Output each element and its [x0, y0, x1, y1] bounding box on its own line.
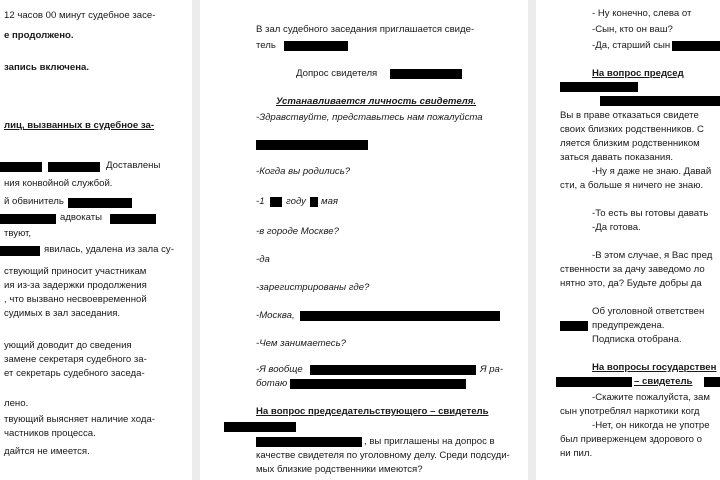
text-line: году [286, 196, 306, 207]
text-line: -Да, старший сын [592, 40, 671, 51]
text-line: судимых в зал заседания. [4, 308, 121, 319]
redaction-bar [672, 41, 720, 51]
text-line: заться давать показания. [560, 152, 674, 163]
text-line: предупреждена. [592, 320, 665, 331]
text-line: В зал судебного заседания приглашается свиде- [256, 24, 475, 35]
text-line: запись включена. [4, 62, 90, 73]
text-line: мых близкие родственники имеются? [256, 464, 423, 475]
redaction-bar [68, 198, 132, 208]
redaction-bar [256, 140, 368, 150]
text-line: явилась, удалена из зала су- [44, 244, 174, 255]
section-heading: лиц, вызванных в судебное за- [4, 120, 155, 131]
text-line: Доставлены [106, 160, 161, 171]
text-line: -Я вообще [256, 364, 303, 375]
text-line: Подписка отобрана. [592, 334, 682, 345]
text-line: Об уголовной ответствен [592, 306, 705, 317]
text-line: -Ну я даже не знаю. Давай [592, 166, 712, 177]
text-line: -Да готова. [592, 222, 641, 233]
text-line: -1 [256, 196, 265, 207]
text-line: -в городе Москве? [256, 226, 339, 237]
text-line: -зарегистрированы где? [256, 282, 370, 293]
text-line: -Чем занимаетесь? [256, 338, 346, 349]
redaction-bar [556, 377, 632, 387]
redaction-bar [310, 365, 476, 375]
redaction-bar [284, 41, 348, 51]
redaction-bar [224, 422, 296, 432]
document-page-right [536, 0, 720, 480]
section-heading: На вопросы государствен [592, 362, 717, 373]
redaction-bar [704, 377, 720, 387]
text-line: -да [256, 254, 270, 265]
text-line: ственности за дачу заведомо ло [560, 264, 705, 275]
redaction-bar [300, 311, 500, 321]
text-line: ни пил. [560, 448, 593, 459]
text-line: был приверженцем здорового о [560, 434, 702, 445]
redaction-bar [290, 379, 466, 389]
text-line: ляется близким родственником [560, 138, 700, 149]
text-line: дайтся не имеется. [4, 446, 90, 457]
section-heading: На вопрос председ [592, 68, 684, 79]
redaction-bar [390, 69, 462, 79]
text-line: -В этом случае, я Вас пред [592, 250, 713, 261]
text-line: нятно это, да? Будьте добры да [560, 278, 702, 289]
text-line: твуют, [4, 228, 32, 239]
text-line: ботаю [256, 378, 288, 389]
text-line: Я ра- [480, 364, 504, 375]
text-line: -Скажите пожалуйста, зам [592, 392, 710, 403]
section-heading: На вопрос председательствующего – свидетель [256, 406, 489, 417]
redaction-bar [0, 162, 42, 172]
text-line: -Нет, он никогда не употре [592, 420, 710, 431]
text-line: ния конвойной службой. [4, 178, 113, 189]
text-line: своих близких родственников. С [560, 124, 704, 135]
redaction-bar [0, 246, 40, 256]
section-heading: Устанавливается личность свидетеля. [276, 96, 477, 107]
text-line: частников процесса. [4, 428, 96, 439]
redaction-bar [560, 321, 588, 331]
text-line: лено. [4, 398, 29, 409]
redaction-bar [256, 437, 362, 447]
text-line: ет секретарь судебного заседа- [4, 368, 145, 379]
document-page-left [0, 0, 192, 480]
text-line: 12 часов 00 минут судебное засе- [4, 10, 156, 21]
text-line: е продолжено. [4, 30, 74, 41]
text-line: адвокаты [60, 212, 103, 223]
text-line: ия из-за задержки продолжения [4, 280, 147, 291]
text-line: сын употреблял наркотики когд [560, 406, 700, 417]
text-line: -То есть вы готовы давать [592, 208, 709, 219]
text-line: -Москва, [256, 310, 295, 321]
text-line: мая [321, 196, 339, 207]
text-line: - Ну конечно, слева от [592, 8, 692, 19]
text-line: , что вызвано несвоевременной [4, 294, 147, 305]
text-line: ствующий приносит участникам [4, 266, 147, 277]
text-line: -Здравствуйте, представьтесь нам пожалуйста [256, 112, 483, 123]
text-line: сти, а больше я ничего не знаю. [560, 180, 704, 191]
document-page-middle [200, 0, 528, 480]
text-line: ующий доводит до сведения [4, 340, 132, 351]
redaction-bar [560, 82, 638, 92]
section-heading: – свидетель [634, 376, 693, 387]
text-line: Вы в праве отказаться свидете [560, 110, 699, 121]
redaction-bar [0, 214, 56, 224]
text-line: Допрос свидетеля [296, 68, 378, 79]
redaction-bar [310, 197, 318, 207]
redaction-bar [270, 197, 282, 207]
redaction-bar [600, 96, 720, 106]
redaction-bar [48, 162, 100, 172]
text-line: качестве свидетеля по уголовному делу. Среди подсуди- [256, 450, 510, 461]
text-line: , вы приглашены на допрос в [364, 436, 495, 447]
text-line: й обвинитель [4, 196, 64, 207]
text-line: тель [256, 40, 276, 51]
text-line: замене секретаря судебного за- [4, 354, 147, 365]
redaction-bar [110, 214, 156, 224]
text-line: твующий выясняет наличие хода- [4, 414, 155, 425]
text-line: -Когда вы родились? [256, 166, 351, 177]
text-line: -Сын, кто он ваш? [592, 24, 673, 35]
